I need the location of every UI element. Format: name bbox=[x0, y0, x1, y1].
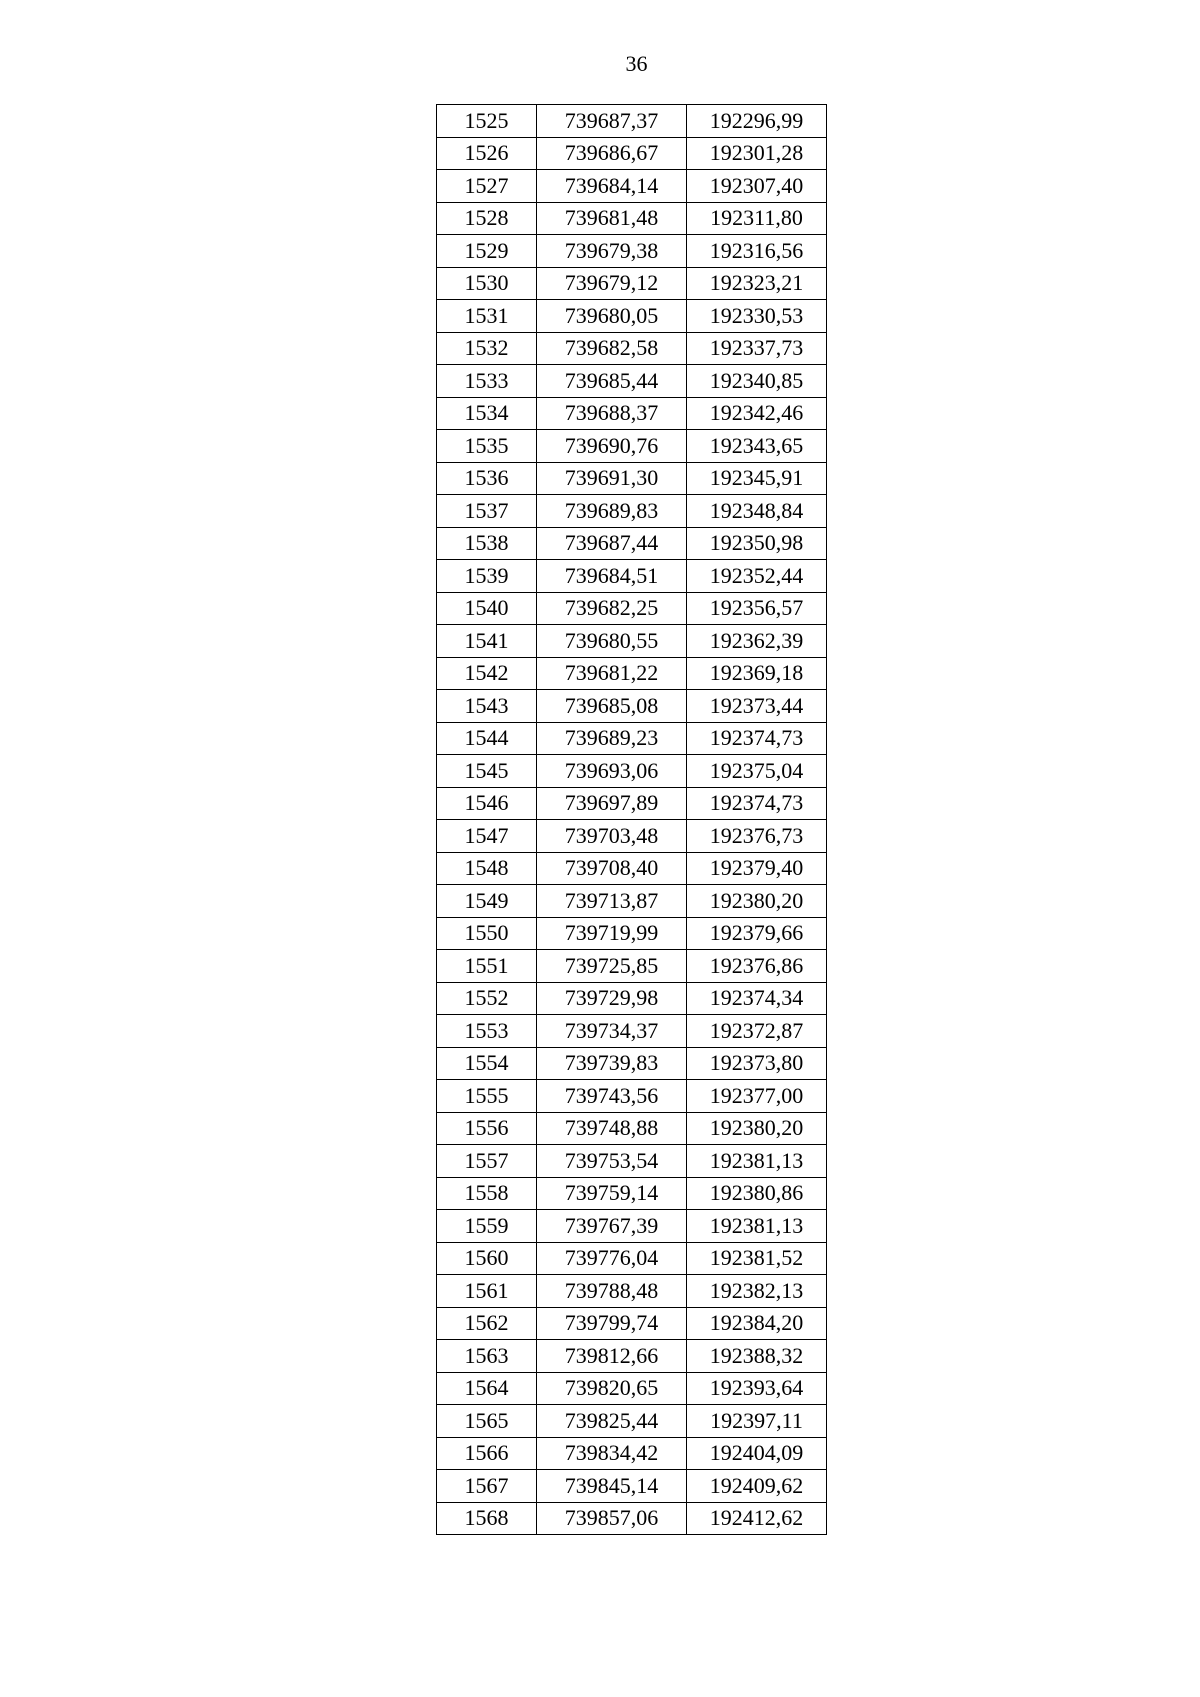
x-coordinate-cell: 739687,44 bbox=[537, 527, 687, 560]
x-coordinate-cell: 739686,67 bbox=[537, 137, 687, 170]
point-number-cell: 1553 bbox=[437, 1015, 537, 1048]
point-number-cell: 1542 bbox=[437, 657, 537, 690]
x-coordinate-cell: 739713,87 bbox=[537, 885, 687, 918]
x-coordinate-cell: 739776,04 bbox=[537, 1242, 687, 1275]
y-coordinate-cell: 192375,04 bbox=[687, 755, 827, 788]
point-number-cell: 1558 bbox=[437, 1177, 537, 1210]
y-coordinate-cell: 192373,80 bbox=[687, 1047, 827, 1080]
y-coordinate-cell: 192348,84 bbox=[687, 495, 827, 528]
y-coordinate-cell: 192384,20 bbox=[687, 1307, 827, 1340]
point-number-cell: 1532 bbox=[437, 332, 537, 365]
table-row bbox=[437, 300, 827, 333]
x-coordinate-cell: 739697,89 bbox=[537, 787, 687, 820]
x-coordinate-cell: 739725,85 bbox=[537, 950, 687, 983]
x-coordinate-cell: 739825,44 bbox=[537, 1405, 687, 1438]
table-row bbox=[437, 1112, 827, 1145]
y-coordinate-cell: 192374,73 bbox=[687, 787, 827, 820]
point-number-cell: 1563 bbox=[437, 1340, 537, 1373]
x-coordinate-cell: 739680,55 bbox=[537, 625, 687, 658]
x-coordinate-cell: 739685,44 bbox=[537, 365, 687, 398]
y-coordinate-cell: 192342,46 bbox=[687, 397, 827, 430]
y-coordinate-cell: 192356,57 bbox=[687, 592, 827, 625]
point-number-cell: 1546 bbox=[437, 787, 537, 820]
x-coordinate-cell: 739834,42 bbox=[537, 1437, 687, 1470]
y-coordinate-cell: 192380,20 bbox=[687, 885, 827, 918]
y-coordinate-cell: 192374,34 bbox=[687, 982, 827, 1015]
x-coordinate-cell: 739729,98 bbox=[537, 982, 687, 1015]
y-coordinate-cell: 192379,40 bbox=[687, 852, 827, 885]
x-coordinate-cell: 739681,22 bbox=[537, 657, 687, 690]
table-row bbox=[437, 592, 827, 625]
y-coordinate-cell: 192311,80 bbox=[687, 202, 827, 235]
x-coordinate-cell: 739708,40 bbox=[537, 852, 687, 885]
y-coordinate-cell: 192362,39 bbox=[687, 625, 827, 658]
table-row bbox=[437, 1307, 827, 1340]
table-row bbox=[437, 1502, 827, 1535]
table-row bbox=[437, 1340, 827, 1373]
y-coordinate-cell: 192376,86 bbox=[687, 950, 827, 983]
point-number-cell: 1529 bbox=[437, 235, 537, 268]
x-coordinate-cell: 739689,23 bbox=[537, 722, 687, 755]
point-number-cell: 1538 bbox=[437, 527, 537, 560]
table-row bbox=[437, 105, 827, 138]
x-coordinate-cell: 739685,08 bbox=[537, 690, 687, 723]
x-coordinate-cell: 739679,38 bbox=[537, 235, 687, 268]
point-number-cell: 1530 bbox=[437, 267, 537, 300]
x-coordinate-cell: 739845,14 bbox=[537, 1470, 687, 1503]
table-row bbox=[437, 137, 827, 170]
point-number-cell: 1564 bbox=[437, 1372, 537, 1405]
y-coordinate-cell: 192296,99 bbox=[687, 105, 827, 138]
point-number-cell: 1566 bbox=[437, 1437, 537, 1470]
point-number-cell: 1533 bbox=[437, 365, 537, 398]
table-row bbox=[437, 365, 827, 398]
x-coordinate-cell: 739820,65 bbox=[537, 1372, 687, 1405]
point-number-cell: 1568 bbox=[437, 1502, 537, 1535]
table-row bbox=[437, 625, 827, 658]
point-number-cell: 1554 bbox=[437, 1047, 537, 1080]
y-coordinate-cell: 192372,87 bbox=[687, 1015, 827, 1048]
x-coordinate-cell: 739812,66 bbox=[537, 1340, 687, 1373]
x-coordinate-cell: 739739,83 bbox=[537, 1047, 687, 1080]
point-number-cell: 1547 bbox=[437, 820, 537, 853]
y-coordinate-cell: 192382,13 bbox=[687, 1275, 827, 1308]
y-coordinate-cell: 192397,11 bbox=[687, 1405, 827, 1438]
table-row bbox=[437, 1405, 827, 1438]
table-row bbox=[437, 170, 827, 203]
table-row bbox=[437, 397, 827, 430]
x-coordinate-cell: 739688,37 bbox=[537, 397, 687, 430]
x-coordinate-cell: 739788,48 bbox=[537, 1275, 687, 1308]
point-number-cell: 1536 bbox=[437, 462, 537, 495]
table-row bbox=[437, 885, 827, 918]
point-number-cell: 1552 bbox=[437, 982, 537, 1015]
x-coordinate-cell: 739680,05 bbox=[537, 300, 687, 333]
table-row bbox=[437, 852, 827, 885]
point-number-cell: 1545 bbox=[437, 755, 537, 788]
coordinates-table bbox=[436, 104, 827, 1535]
y-coordinate-cell: 192380,86 bbox=[687, 1177, 827, 1210]
coordinates-table-body bbox=[437, 105, 827, 1535]
table-row bbox=[437, 560, 827, 593]
y-coordinate-cell: 192369,18 bbox=[687, 657, 827, 690]
table-row bbox=[437, 1145, 827, 1178]
point-number-cell: 1548 bbox=[437, 852, 537, 885]
table-row bbox=[437, 267, 827, 300]
y-coordinate-cell: 192376,73 bbox=[687, 820, 827, 853]
table-row bbox=[437, 982, 827, 1015]
y-coordinate-cell: 192337,73 bbox=[687, 332, 827, 365]
table-row bbox=[437, 690, 827, 723]
y-coordinate-cell: 192340,85 bbox=[687, 365, 827, 398]
x-coordinate-cell: 739689,83 bbox=[537, 495, 687, 528]
table-row bbox=[437, 1372, 827, 1405]
x-coordinate-cell: 739703,48 bbox=[537, 820, 687, 853]
table-row bbox=[437, 1047, 827, 1080]
point-number-cell: 1561 bbox=[437, 1275, 537, 1308]
x-coordinate-cell: 739684,14 bbox=[537, 170, 687, 203]
x-coordinate-cell: 739687,37 bbox=[537, 105, 687, 138]
table-row bbox=[437, 755, 827, 788]
point-number-cell: 1550 bbox=[437, 917, 537, 950]
page-number: 36 bbox=[625, 51, 648, 76]
point-number-cell: 1560 bbox=[437, 1242, 537, 1275]
table-row bbox=[437, 1470, 827, 1503]
y-coordinate-cell: 192388,32 bbox=[687, 1340, 827, 1373]
point-number-cell: 1528 bbox=[437, 202, 537, 235]
x-coordinate-cell: 739759,14 bbox=[537, 1177, 687, 1210]
y-coordinate-cell: 192345,91 bbox=[687, 462, 827, 495]
point-number-cell: 1534 bbox=[437, 397, 537, 430]
x-coordinate-cell: 739799,74 bbox=[537, 1307, 687, 1340]
y-coordinate-cell: 192374,73 bbox=[687, 722, 827, 755]
table-row bbox=[437, 235, 827, 268]
table-row bbox=[437, 787, 827, 820]
table-row bbox=[437, 1242, 827, 1275]
y-coordinate-cell: 192412,62 bbox=[687, 1502, 827, 1535]
table-row bbox=[437, 657, 827, 690]
point-number-cell: 1567 bbox=[437, 1470, 537, 1503]
table-row bbox=[437, 1080, 827, 1113]
y-coordinate-cell: 192381,13 bbox=[687, 1210, 827, 1243]
table-row bbox=[437, 495, 827, 528]
y-coordinate-cell: 192379,66 bbox=[687, 917, 827, 950]
table-row bbox=[437, 430, 827, 463]
table-row bbox=[437, 1177, 827, 1210]
point-number-cell: 1556 bbox=[437, 1112, 537, 1145]
y-coordinate-cell: 192409,62 bbox=[687, 1470, 827, 1503]
point-number-cell: 1531 bbox=[437, 300, 537, 333]
point-number-cell: 1535 bbox=[437, 430, 537, 463]
table-row bbox=[437, 202, 827, 235]
y-coordinate-cell: 192350,98 bbox=[687, 527, 827, 560]
table-row bbox=[437, 1437, 827, 1470]
point-number-cell: 1555 bbox=[437, 1080, 537, 1113]
point-number-cell: 1559 bbox=[437, 1210, 537, 1243]
table-row bbox=[437, 527, 827, 560]
x-coordinate-cell: 739684,51 bbox=[537, 560, 687, 593]
table-row bbox=[437, 820, 827, 853]
x-coordinate-cell: 739693,06 bbox=[537, 755, 687, 788]
y-coordinate-cell: 192343,65 bbox=[687, 430, 827, 463]
x-coordinate-cell: 739753,54 bbox=[537, 1145, 687, 1178]
y-coordinate-cell: 192380,20 bbox=[687, 1112, 827, 1145]
point-number-cell: 1544 bbox=[437, 722, 537, 755]
y-coordinate-cell: 192404,09 bbox=[687, 1437, 827, 1470]
table-row bbox=[437, 1275, 827, 1308]
x-coordinate-cell: 739682,58 bbox=[537, 332, 687, 365]
y-coordinate-cell: 192307,40 bbox=[687, 170, 827, 203]
point-number-cell: 1551 bbox=[437, 950, 537, 983]
point-number-cell: 1525 bbox=[437, 105, 537, 138]
x-coordinate-cell: 739857,06 bbox=[537, 1502, 687, 1535]
x-coordinate-cell: 739748,88 bbox=[537, 1112, 687, 1145]
table-row bbox=[437, 950, 827, 983]
point-number-cell: 1565 bbox=[437, 1405, 537, 1438]
y-coordinate-cell: 192330,53 bbox=[687, 300, 827, 333]
point-number-cell: 1543 bbox=[437, 690, 537, 723]
table-row bbox=[437, 462, 827, 495]
y-coordinate-cell: 192393,64 bbox=[687, 1372, 827, 1405]
x-coordinate-cell: 739691,30 bbox=[537, 462, 687, 495]
point-number-cell: 1557 bbox=[437, 1145, 537, 1178]
y-coordinate-cell: 192323,21 bbox=[687, 267, 827, 300]
point-number-cell: 1541 bbox=[437, 625, 537, 658]
x-coordinate-cell: 739690,76 bbox=[537, 430, 687, 463]
point-number-cell: 1527 bbox=[437, 170, 537, 203]
y-coordinate-cell: 192381,13 bbox=[687, 1145, 827, 1178]
x-coordinate-cell: 739743,56 bbox=[537, 1080, 687, 1113]
table-row bbox=[437, 722, 827, 755]
x-coordinate-cell: 739682,25 bbox=[537, 592, 687, 625]
x-coordinate-cell: 739767,39 bbox=[537, 1210, 687, 1243]
y-coordinate-cell: 192352,44 bbox=[687, 560, 827, 593]
y-coordinate-cell: 192373,44 bbox=[687, 690, 827, 723]
table-row bbox=[437, 332, 827, 365]
y-coordinate-cell: 192377,00 bbox=[687, 1080, 827, 1113]
point-number-cell: 1549 bbox=[437, 885, 537, 918]
point-number-cell: 1539 bbox=[437, 560, 537, 593]
y-coordinate-cell: 192316,56 bbox=[687, 235, 827, 268]
point-number-cell: 1526 bbox=[437, 137, 537, 170]
point-number-cell: 1537 bbox=[437, 495, 537, 528]
table-row bbox=[437, 917, 827, 950]
point-number-cell: 1562 bbox=[437, 1307, 537, 1340]
y-coordinate-cell: 192301,28 bbox=[687, 137, 827, 170]
y-coordinate-cell: 192381,52 bbox=[687, 1242, 827, 1275]
point-number-cell: 1540 bbox=[437, 592, 537, 625]
x-coordinate-cell: 739679,12 bbox=[537, 267, 687, 300]
x-coordinate-cell: 739734,37 bbox=[537, 1015, 687, 1048]
x-coordinate-cell: 739719,99 bbox=[537, 917, 687, 950]
table-row bbox=[437, 1210, 827, 1243]
table-row bbox=[437, 1015, 827, 1048]
x-coordinate-cell: 739681,48 bbox=[537, 202, 687, 235]
